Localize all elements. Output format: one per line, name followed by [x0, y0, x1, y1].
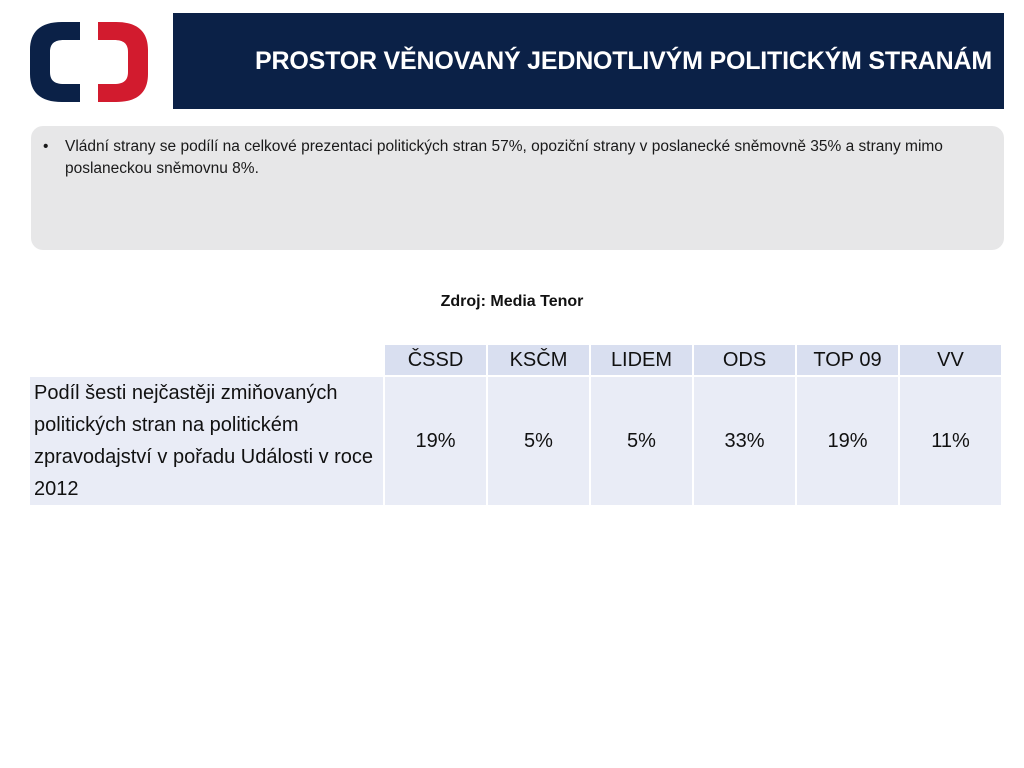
value-vv: 11% — [899, 376, 1002, 506]
column-header-cssd: ČSSD — [384, 344, 487, 376]
column-header-ods: ODS — [693, 344, 796, 376]
column-header-lidem: LIDEM — [590, 344, 693, 376]
logo-right-bracket — [98, 22, 148, 102]
ct-logo-icon — [28, 20, 150, 104]
value-ods: 33% — [693, 376, 796, 506]
value-kscm: 5% — [487, 376, 590, 506]
logo-left-bracket — [30, 22, 80, 102]
column-header-top09: TOP 09 — [796, 344, 899, 376]
column-header-kscm: KSČM — [487, 344, 590, 376]
table-row — [29, 376, 1002, 506]
page-title: PROSTOR VĚNOVANÝ JEDNOTLIVÝM POLITICKÝM STRANÁM — [255, 46, 992, 75]
value-cssd: 19% — [384, 376, 487, 506]
title-bar — [173, 13, 1004, 109]
table-corner-cell — [29, 344, 384, 376]
summary-box — [31, 126, 1004, 250]
source-label: Zdroj: Media Tenor — [440, 293, 584, 310]
summary-bullet-item — [43, 136, 970, 180]
table-header-row — [29, 344, 1002, 376]
party-share-table — [28, 343, 1003, 507]
summary-text: Vládní strany se podílí na celkové prezentaci politických stran 57%, opoziční strany v poslanecké sněmovně 35% a strany mimo poslaneckou sněmovnu 8%. — [65, 138, 943, 177]
value-lidem: 5% — [590, 376, 693, 506]
bullet-icon: • — [43, 138, 49, 155]
value-top09: 19% — [796, 376, 899, 506]
column-header-vv: VV — [899, 344, 1002, 376]
row-label: Podíl šesti nejčastěji zmiňovaných politických stran na politickém zpravodajství v pořadu Události v roce 2012 — [29, 376, 384, 506]
